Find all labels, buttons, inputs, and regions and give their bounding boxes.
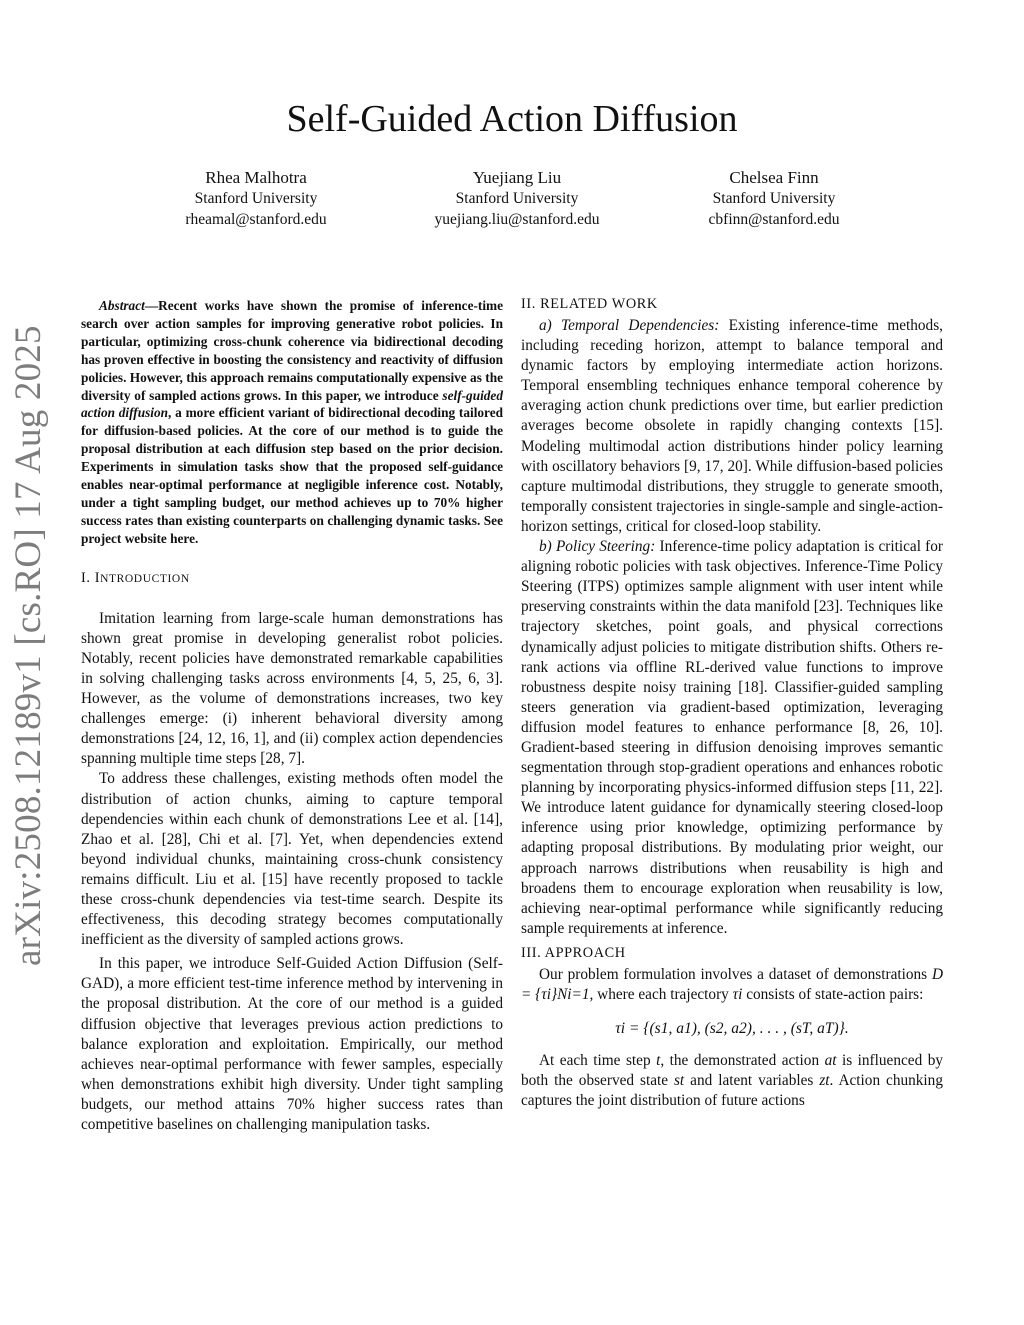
- intro-paragraph-3: In this paper, we introduce Self-Guided Action Diffusion (Self-GAD), a more efficient test-time inference method by intervening in the proposal distribution. At the core of our method is a guided diffusion objective that leverages previous action predictions to balance exploration and exploitation. Empirically, our method achieves near-optimal performance with fewer samples, especially when demonstrations exhibit high diversity. Under tight sampling budgets, our method attains 70% higher success rates than competitive baselines on challenging manipulation tasks.: [81, 955, 503, 1134]
- intro-paragraph-1: Imitation learning from large-scale human demonstrations has shown great promise in developing generalist robot policies. Notably, recent policies have demonstrated remarkable capabilities in solving challenging tasks across environments [4, 5, 25, 6, 3]. However, as the volume of demonstrations increases, two key challenges emerge: (i) inherent behavioral diversity among demonstrations [24, 12, 16, 1], and (ii) complex action dependencies spanning multiple time steps [28, 7].: [81, 609, 503, 768]
- abstract-text-1: Recent works have shown the promise of inference-time search over action samples for improving generative robot policies. In particular, optimizing cross-chunk coherence via bidirectional decoding has proven effective in boosting the consistency and reactivity of diffusion policies. However, this approach remains computationally expensive as the diversity of sampled actions grows. In this paper, we introduce: [81, 298, 503, 403]
- related-paragraph-a: a) Temporal Dependencies: Existing inference-time methods, including receding horizon, attempt to balance temporal and dynamic factors by employing intermediate action horizons. Temporal ensembling techniques enhance temporal coherence by averaging action chunk predictions over time, but earlier prediction averages become obsolete in rapidly changing contexts [15]. Modeling multimodal action distributions hinder policy learning with oscillatory behaviors [9, 17, 20]. While diffusion-based policies capture multimodal distributions, they struggle to generate smooth, temporally consistent trajectories in single-sample and single-action-horizon settings, critical for closed-loop stability.: [521, 317, 943, 535]
- abstract-label: Abstract: [99, 298, 145, 313]
- author-block: [644, 167, 904, 230]
- math-trajectory: τi: [732, 986, 743, 1003]
- paper-title: Self-Guided Action Diffusion: [286, 98, 738, 140]
- paragraph-label: a) Temporal Dependencies:: [539, 317, 720, 334]
- author-email: cbfinn@stanford.edu: [708, 211, 840, 228]
- author-name: Yuejiang Liu: [472, 168, 562, 187]
- author-block: [387, 167, 647, 230]
- author-email: yuejiang.liu@stanford.edu: [434, 211, 600, 228]
- abstract-emphasis: self-guided action diffusion: [81, 387, 503, 421]
- abstract: Abstract—Recent works have shown the promise of inference-time search over action samples for improving generative robot policies. In particular, optimizing cross-chunk coherence via bidirectional decoding has proven effective in boosting the consistency and reactivity of diffusion policies. However, this approach remains computationally expensive as the diversity of sampled actions grows. In this paper, we introduce self-guided action diffusion, a more efficient variant of bidirectional decoding tailored for diffusion-based policies. At the core of our method is to guide the proposal distribution at each diffusion step based on the prior decision. Experiments in simulation tasks show that the proposed self-guidance enables near-optimal performance at negligible inference cost. Notably, under a tight sampling budget, our method achieves up to 70% higher success rates than existing counterparts on challenging dynamic tasks. See project website here.: [81, 298, 504, 546]
- related-paragraph-b: b) Policy Steering: Inference-time policy adaptation is critical for aligning robotic policies with task objectives. Inference-Time Policy Steering (ITPS) optimizes sample alignment with user intent while preserving constraints within the data manifold [23]. Techniques like trajectory sketches, point goals, and physical corrections dynamically adjust policies to mitigate distribution shifts. Others re-rank actions via offline RL-derived value functions to improve robustness despite noisy training [18]. Classifier-guided sampling steers generation via gradient-based optimization, leveraging diffusion model features to enhance performance [8, 26, 10]. Gradient-based steering in diffusion denoising improves semantic segmentation through stop-gradient operations and enhances robotic planning by incorporating physics-informed diffusion steps [11, 22]. We introduce latent guidance for dynamically steering closed-loop inference using prior knowledge, optimizing performance by adapting proposal distributions. By modulating prior weight, our approach narrows distributions when reusability is high and broadens them to encourage exploration when reusability is low, achieving near-optimal performance while significantly reducing sample requirements at inference.: [521, 538, 943, 937]
- section-heading-approach: III. APPROACH: [521, 944, 626, 961]
- abstract-text-2: , a more efficient variant of bidirectional decoding tailored for diffusion-based policies. At the core of our method is to guide the proposal distribution at each diffusion step based on the prior decision. Experiments in simulation tasks show that the proposed self-guidance enables near-optimal performance at negligible inference cost. Notably, under a tight sampling budget, our method achieves up to 70% higher success rates than existing counterparts on challenging dynamic tasks. See project website here.: [81, 405, 504, 546]
- equation-trajectory: τi = {(s1, a1), (s2, a2), . . . , (sT, aT)}.: [615, 1020, 849, 1038]
- arxiv-identifier: arXiv:2508.12189v1 [cs.RO] 17 Aug 2025: [8, 325, 49, 966]
- author-affiliation: Stanford University: [712, 190, 836, 207]
- math-dataset: D = {τi}Ni=1: [521, 965, 943, 1003]
- author-name: Chelsea Finn: [729, 168, 819, 187]
- section-heading-related-work: II. RELATED WORK: [521, 296, 658, 312]
- author-block: [126, 167, 386, 230]
- author-affiliation: Stanford University: [194, 190, 318, 207]
- right-column: [521, 294, 943, 1111]
- author-name: Rhea Malhotra: [205, 168, 307, 187]
- author-email: rheamal@stanford.edu: [185, 211, 327, 228]
- author-affiliation: Stanford University: [455, 190, 579, 207]
- paragraph-label: b) Policy Steering:: [539, 538, 656, 556]
- approach-paragraph-1: Our problem formulation involves a dataset of demonstrations D = {τi}Ni=1, where each trajectory τi consists of state-action pairs:: [521, 965, 943, 1003]
- approach-paragraph-2: At each time step t, the demonstrated action at is influenced by both the observed state st and latent variables zt. Action chunking captures the joint distribution of future actions: [521, 1052, 943, 1110]
- section-heading-introduction: I. INTRODUCTION: [81, 569, 190, 586]
- intro-paragraph-2: To address these challenges, existing methods often model the distribution of action chunks, aiming to capture temporal dependencies within each chunk of demonstrations Lee et al. [14], Zhao et al. [28], Chi et al. [7]. Yet, when dependencies extend beyond individual chunks, maintaining cross-chunk consistency remains difficult. Liu et al. [15] have recently proposed to tackle these cross-chunk dependencies via test-time search. Despite its effectiveness, this decoding strategy becomes computationally inefficient as the diversity of sampled actions grows.: [81, 770, 503, 949]
- left-column: [81, 294, 503, 1135]
